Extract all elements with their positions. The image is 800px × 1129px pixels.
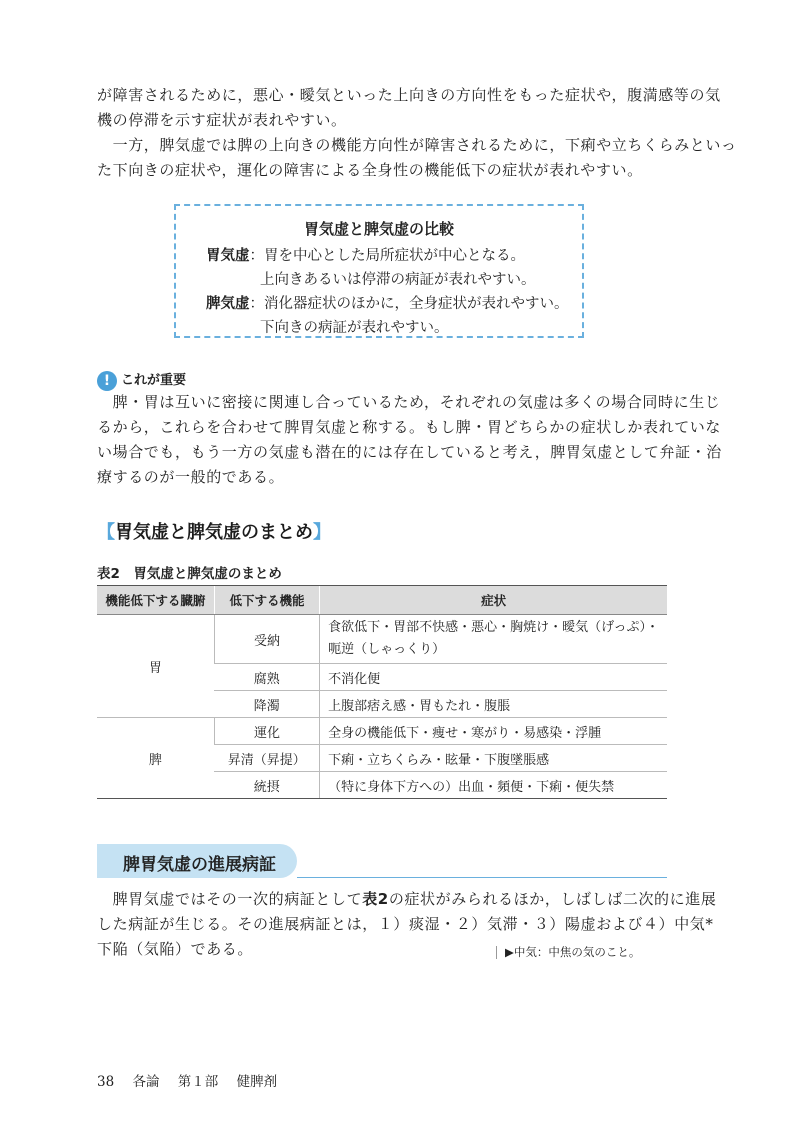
table-header-row (97, 586, 667, 615)
function-cell: 昇清（昇提） (214, 745, 319, 772)
column-header: 低下する機能 (214, 586, 319, 615)
section-heading (97, 518, 331, 544)
body-line: 下陥（気陥）である。 (97, 940, 254, 958)
function-cell: 受納 (214, 615, 319, 664)
triangle-icon: ▶ (505, 945, 514, 959)
footnote-bar (496, 946, 497, 959)
symptom-cell: 全身の機能低下・痩せ・寒がり・易感染・浮腫 (320, 718, 667, 745)
footer-part: 各論 (132, 1074, 160, 1090)
symptom-cell: 上腹部痞え感・胃もたれ・腹脹 (320, 691, 667, 718)
section-title: 脾胃気虚の進展病証 (123, 855, 276, 875)
comparison-sep: ： (249, 248, 264, 264)
body-text: 脾胃気虚ではその一次的病証として (97, 890, 363, 908)
comparison-term: 脾気虚 (206, 296, 250, 312)
footer-part: 健脾剤 (236, 1074, 278, 1090)
bracket-open: 【 (97, 522, 115, 543)
intro-paragraph (97, 83, 737, 183)
symptom-cell: 不消化便 (320, 664, 667, 691)
comparison-title: 胃気虚と脾気虚の比較 (303, 220, 454, 238)
symptom-cell: 下痢・立ちくらみ・眩暈・下腹墜脹感 (320, 745, 667, 772)
footnote-text: ：中焦の気のこと。 (536, 945, 641, 959)
symptom-line: 食欲低下・胃部不快感・悪心・胸焼け・曖気（げっぷ）・ (328, 620, 659, 635)
section-heading-rule (297, 877, 667, 879)
comparison-text: 胃を中心とした局所症状が中心となる。 (264, 248, 525, 264)
body-line: した病証が生じる。その進展病証とは，１）痰湿・２）気滞・３）陽虚および４）中気* (97, 915, 714, 933)
intro-line: が障害されるために，悪心・曖気といった上向きの方向性をもった症状や，腹満感等の気 (97, 86, 721, 104)
function-cell: 統摂 (214, 772, 319, 799)
comparison-term: 胃気虚 (206, 248, 250, 264)
symptom-line: 呃逆（しゃっくり） (328, 642, 446, 657)
footer-part: 第１部 (177, 1074, 219, 1090)
comparison-sep: ： (249, 296, 264, 312)
important-line: 療するのが一般的である。 (97, 468, 285, 486)
important-paragraph (97, 390, 722, 490)
page-number: 38 (97, 1074, 115, 1090)
organ-cell: 胃 (97, 615, 214, 718)
symptom-cell (320, 615, 667, 664)
intro-line: 機の停滞を示す症状が表れやすい。 (97, 111, 347, 129)
symptom-cell: （特に身体下方への）出血・頻便・下痢・便失禁 (320, 772, 667, 799)
column-header: 機能低下する臓腑 (97, 586, 214, 615)
comparison-text: 下向きの病証が表れやすい。 (260, 320, 449, 336)
intro-line: た下向きの症状や，運化の障害による全身性の機能低下の症状が表れやすい。 (97, 161, 643, 179)
section-heading-2 (97, 844, 667, 878)
column-header: 症状 (320, 586, 667, 615)
bracket-close: 】 (313, 522, 331, 543)
function-cell: 降濁 (214, 691, 319, 718)
comparison-row (260, 268, 536, 289)
comparison-row (260, 316, 449, 337)
comparison-row (206, 244, 525, 265)
body-text: の症状がみられるほか，しばしば二次的に進展 (388, 890, 717, 908)
table-reference: 表2 (362, 890, 389, 908)
table-row (97, 615, 667, 664)
comparison-row (206, 292, 569, 313)
footnote-term: 中気 (513, 945, 537, 959)
page-footer (97, 1070, 291, 1090)
intro-line: 一方，脾気虚では脾の上向きの機能方向性が障害されるために，下痢や立ちくらみといっ (97, 136, 737, 154)
body-line (97, 887, 716, 912)
table-row (97, 718, 667, 745)
comparison-text: 上向きあるいは停滞の病証が表れやすい。 (260, 272, 536, 288)
important-line: 脾・胃は互いに密接に関連し合っているため，それぞれの気虚は多くの場合同時に生じ (97, 393, 721, 411)
important-line: い場合でも，もう一方の気虚も潜在的には存在していると考え，脾胃気虚として弁証・治 (97, 443, 722, 461)
footnote (496, 944, 640, 960)
section-title: 胃気虚と脾気虚のまとめ (115, 522, 313, 543)
comparison-box (174, 204, 584, 338)
comparison-text: 消化器症状のほかに，全身症状が表れやすい。 (264, 296, 569, 312)
exclamation-icon: ! (97, 371, 117, 391)
important-line: るから，これらを合わせて脾胃気虚と称する。もし脾・胃どちらかの症状しか表れていな (97, 418, 722, 436)
important-label: これが重要 (121, 373, 187, 388)
table-caption: 表2 胃気虚と脾気虚のまとめ (97, 566, 282, 582)
function-cell: 運化 (214, 718, 319, 745)
organ-cell: 脾 (97, 718, 214, 799)
summary-table (97, 585, 667, 799)
function-cell: 腐熟 (214, 664, 319, 691)
